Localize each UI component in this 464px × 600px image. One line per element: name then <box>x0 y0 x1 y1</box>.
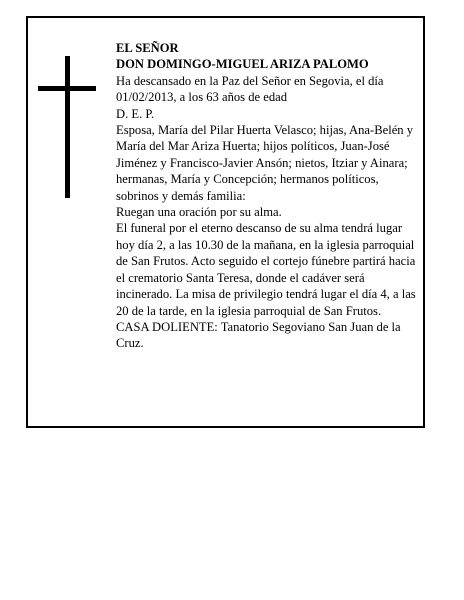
latin-cross-icon <box>38 56 96 198</box>
notice-heading-title: EL SEÑOR <box>116 41 179 55</box>
prayer-request: Ruegan una oración por su alma. <box>116 205 282 220</box>
funeral-details: El funeral por el eterno descanso de su alma tendrá lugar hoy día 2, a las 10.30 de la mañana, en la iglesia parroquial de San Frutos. Acto seguido el cortejo fúnebre partirá hacia el crematorio Santa Teresa, donde el cadáver será incinerado. La misa de privilegio tendrá lugar el día 4, a las 20 de la tarde, en la iglesia parroquial de San Frutos. <box>116 221 416 318</box>
cross-horizontal-bar <box>38 86 96 91</box>
obituary-notice <box>26 16 425 428</box>
mourning-house: CASA DOLIENTE: Tanatorio Segoviano San Juan de la Cruz. <box>116 319 401 351</box>
rip-abbreviation: D. E. P. <box>116 106 155 121</box>
family-list: Esposa, María del Pilar Huerta Velasco; hijas, Ana-Belén y María del Mar Ariza Huerta; hijos políticos, Juan-José Jiménez y Francisco-Javier Ansón; nietos, Itziar y Ainara; hermanas, María y Concepción; hermanos políticos, sobrinos y demás familia: <box>116 123 414 203</box>
cross-vertical-bar <box>65 56 70 198</box>
notice-text <box>116 40 416 352</box>
deceased-name: DON DOMINGO-MIGUEL ARIZA PALOMO <box>116 57 369 72</box>
death-announcement: Ha descansado en la Paz del Señor en Segovia, el día 01/02/2013, a los 63 años de edad <box>116 73 384 105</box>
